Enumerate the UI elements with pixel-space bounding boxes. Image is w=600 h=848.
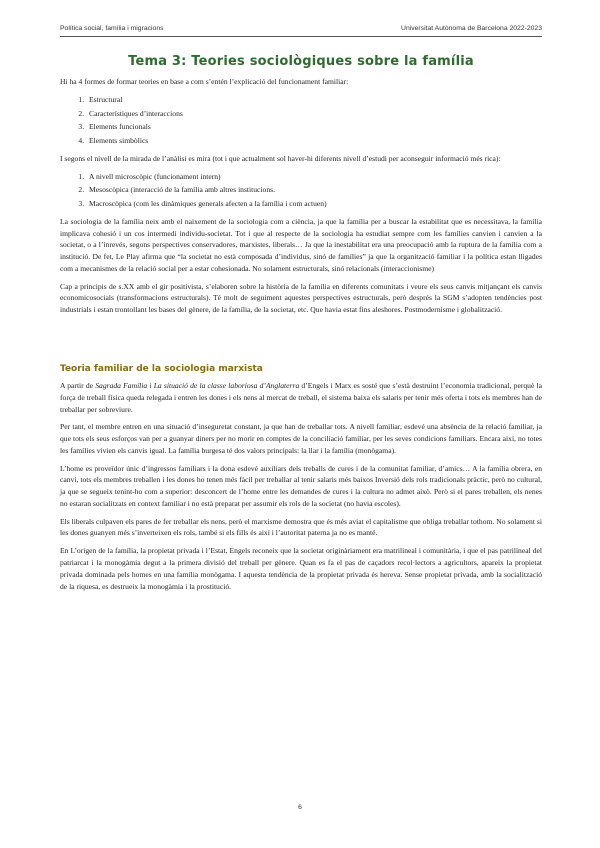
- page-number: 6: [298, 804, 302, 811]
- levels-intro-paragraph: I segons el nivell de la mirada de l’anàlisi es mira (tot i que actualment sol haver-hi diferents nivell d’estudi per aconseguir informació més rica):: [60, 153, 501, 163]
- list-item: 3. Elements funcionals: [86, 121, 542, 133]
- text-run: A partir de: [60, 381, 96, 391]
- list-item: 1. Estructural: [86, 94, 542, 106]
- book-title: La situació de la classe laboriosa d’Anglaterra: [153, 381, 300, 391]
- body-paragraph: Per tant, el membre entren en una situació d’inseguretat constant, ja que han de treballar tots. A nivell familiar, esdevé una absència de la relació familiar, ja que tots els seus esforços van per a guanyar diners per no morir en comptes de la conciliació familiar, per les seves condicions familiars. Encara així, no totes les famílies vivien els canvis igual. La família burgesa té dos valors principals: la llar i la família (monògama).: [60, 422, 542, 455]
- body-paragraph: En L’origen de la família, la propietat privada i l’Estat, Engels reconeix que la societat originàriament era matrilineal i comunitària, i que el pas patrilineal del patriarcat i la monogàmia degut a la primera divisió del treball per gènere. Quan es fa el pas de caçadors recol·lectors a agricultors, apareix la propietat privada dominada pels homes en una família monògama. I aquesta tendència de la propietat privada és hereva. Sense propietat privada, amb la socialització de la riquesa, es destrueix la monogàmia i la prostitució.: [60, 546, 542, 591]
- list-item: 4. Elements simbòlics: [86, 135, 542, 147]
- body-paragraph: Cap a principis de s.XX amb el gir positivista, s’elaboren sobre la història de la família en diferents comunitats i veure els seus canvis mitjançant els canvis economicosocials (transformacions estructurals). Té molt de seguiment aquestes perspectives estructurals, però després la SGM s’adopten tendències post industrials i estan trontollant les bases del gènere, de la família, de la societat, etc. Que havia estat fins aleshores. Postmodernisme i globalització.: [60, 281, 542, 315]
- page-content: [60, 54, 542, 598]
- section-heading: Teoria familiar de la sociologia marxista: [60, 364, 263, 375]
- list-item: 1. A nivell microscòpic (funcionament intern): [86, 171, 542, 183]
- list-item: 2. Característiques d’interaccions: [86, 108, 542, 120]
- forms-list: [60, 94, 542, 147]
- header-course: Política social, família i migracions: [60, 25, 164, 32]
- body-paragraph: [60, 380, 542, 415]
- text-run: d’Engels i Marx es sosté que s’està destruint l’economia tradicional, perquè la força de treball física queda relegada i entren les dones i els nens al mercat de treball, el sistema baixa els salaris per tenir més oferta i tots els membres han de treballar per sobreviure.: [60, 381, 542, 414]
- book-title: Sagrada Família: [95, 381, 148, 391]
- page-title: Tema 3: Teories sociològiques sobre la família: [128, 54, 474, 69]
- text-run: i: [147, 381, 154, 391]
- body-paragraph: Els liberals culpaven els pares de fer treballar els nens, però el marxisme demostra que és més aviat el capitalisme que obliga treballar tothom. No solament si les dones guanyen més s’inverteixen els rols, també si els fills és així i l’autoritat paterna ja no es manté.: [60, 516, 542, 538]
- intro-paragraph: Hi ha 4 formes de formar teories en base a com s’entén l’explicació del funcionament familiar:: [60, 77, 349, 86]
- levels-list: [60, 171, 542, 210]
- body-paragraph: La sociologia de la família neix amb el naixement de la sociologia com a ciència, ja que la família per a buscar la estabilitat que es necessitava, la família implicava cohesió i un cos intermedi individu-societat. Tot i que al respecte de la sociologia ha estudiat sempre com les famílies canvien i canvien a la societat, o a l’inrevés, segons perspectives conservadores, marxistes, liberals… Ja que la inestabilitat era una preocupació amb la ruptura de la família com a institució. De fet, Le Play afirma que “la societat no està composada d’individus, sinó de famílies” ja que la organització familiar i la política estan lligades com a mecanismes de la relació social per a estar cohesionada. No solament estructurals, sinó relacionals (interaccionisme): [60, 216, 542, 273]
- list-item: 2. Mesoscòpica (interacció de la família amb altres institucions.: [86, 184, 542, 196]
- header-university: Universitat Autònoma de Barcelona 2022-2023: [401, 25, 542, 32]
- list-item: 3. Macroscòpica (com les dinàmiques generals afecten a la família i com actuen): [86, 198, 542, 210]
- page-header: [60, 25, 542, 37]
- body-paragraph: L’home es proveïdor únic d’ingressos familiars i la dona esdevé auxiliars dels treballs de cures i de la comunitat familiar, d’amics… A la família obrera, en canvi, tots els membres treballen i les dones ho tenen més fàcil per treballar al tenir salaris més baixos Inversió dels rols tradicionals pràctic, però no cultural, ja que se segueix tenint-ho com a superior: desconcert de l’home entre les demandes de cures i la cultura no admet això. Però si el pares treballen, els nenes no estaran socialitzats en context familiar i no està preparat per assumir els rols de la societat (no havia escoles).: [60, 463, 542, 508]
